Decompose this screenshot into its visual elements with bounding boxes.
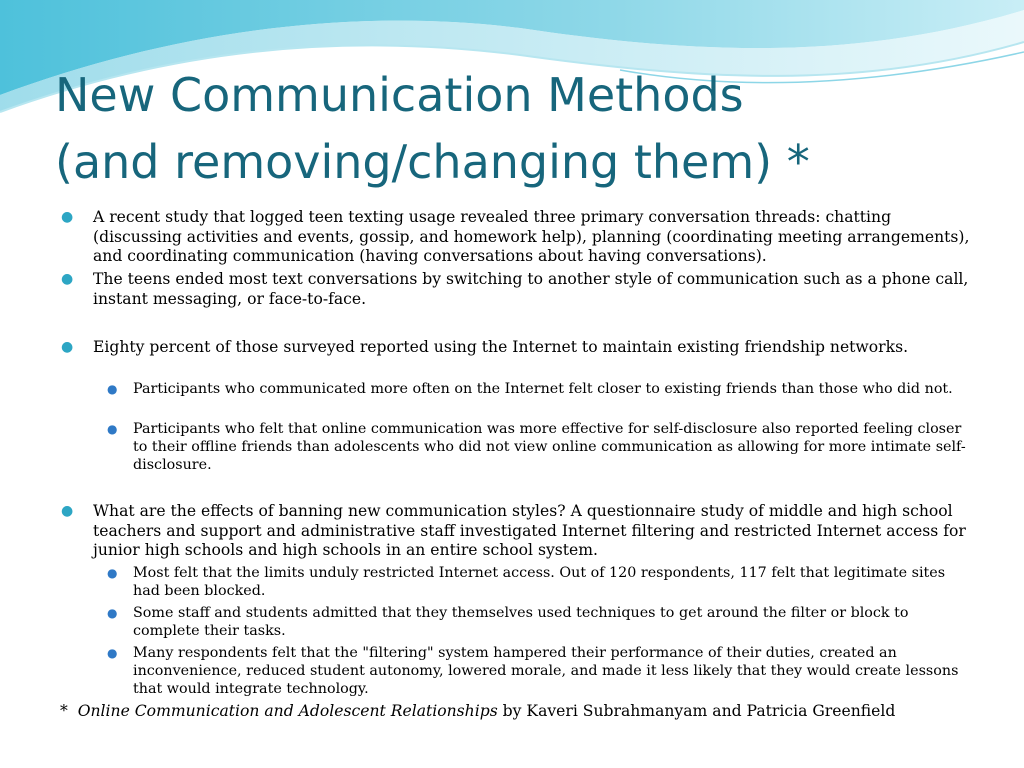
bullet-dot-icon: ● [107, 422, 118, 436]
bullet-dot-icon: ● [61, 503, 74, 519]
title-line-2: (and removing/changing them) * [55, 135, 810, 189]
slide-title [55, 62, 995, 196]
subbullet-closer-friends [107, 380, 973, 398]
bullet-banning-effects [61, 502, 973, 561]
subbullet-filtering-hampered [107, 644, 973, 698]
footnote-source-title: Online Communication and Adolescent Relationships [77, 702, 498, 720]
bullet-text: Eighty percent of those surveyed reported using the Internet to maintain existing friendship networks. [93, 338, 909, 356]
bullet-text: Participants who communicated more often on the Internet felt closer to existing friends than those who did not. [133, 381, 953, 397]
bullet-dot-icon: ● [107, 566, 118, 580]
bullet-texting-study [61, 208, 973, 267]
bullet-dot-icon: ● [107, 606, 118, 620]
bullet-text: Many respondents felt that the "filtering" system hampered their performance of their duties, created an inconvenience, reduced student autonomy, lowered morale, and made it less likely that they would create lessons that would integrate technology. [133, 645, 959, 697]
footnote-marker: * [60, 702, 68, 720]
bullet-dot-icon: ● [107, 382, 118, 396]
bullet-dot-icon: ● [61, 271, 74, 287]
subbullet-self-disclosure [107, 420, 973, 474]
bullet-text: What are the effects of banning new communication styles? A questionnaire study of middle and high school teachers and support and administrative staff investigated Internet filtering and restricted Internet access for junior high schools and high schools in an entire school system. [93, 502, 966, 559]
footnote-authors: by Kaveri Subrahmanyam and Patricia Greenfield [502, 702, 896, 720]
bullet-dot-icon: ● [107, 646, 118, 660]
bullet-dot-icon: ● [61, 209, 74, 225]
bullet-ended-conversations [61, 270, 973, 309]
bullet-text: Most felt that the limits unduly restricted Internet access. Out of 120 respondents, 117 felt that legitimate sites had been blocked. [133, 565, 946, 599]
title-line-1: New Communication Methods [55, 68, 744, 122]
bullet-text: Participants who felt that online communication was more effective for self-disclosure also reported feeling closer to their offline friends than adolescents who did not view online communication as allowing for more intimate self-disclosure. [133, 421, 966, 473]
subbullet-restricted-access [107, 564, 973, 600]
bullet-text: The teens ended most text conversations by switching to another style of communication such as a phone call, instant messaging, or face-to-face. [93, 270, 969, 308]
bullet-dot-icon: ● [61, 339, 74, 355]
source-footnote [60, 701, 1000, 721]
bullet-text: A recent study that logged teen texting usage revealed three primary conversation threads: chatting (discussing activities and events, gossip, and homework help), planning (coordinating meeting arrangements), and coordinating communication (having conversations about having conversations). [93, 208, 970, 265]
bullet-eighty-percent [61, 338, 973, 358]
bullet-text: Some staff and students admitted that they themselves used techniques to get around the filter or block to complete their tasks. [133, 605, 909, 639]
subbullet-workarounds [107, 604, 973, 640]
